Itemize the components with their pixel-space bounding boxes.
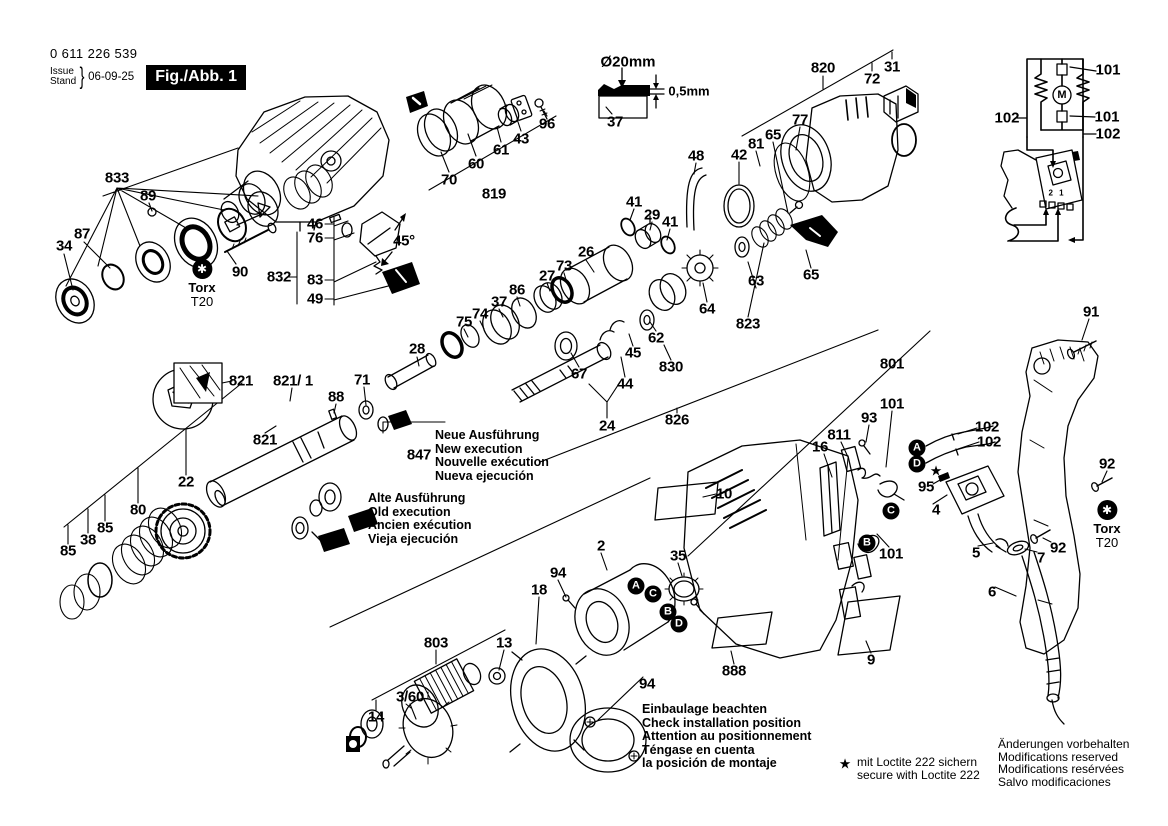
part-number-label: 88 [327, 388, 345, 406]
part-number-label: 71 [353, 371, 371, 389]
part-number-label: 6 [987, 583, 997, 601]
part-number-label: 14 [367, 708, 385, 726]
part-number-label: 94 [549, 564, 567, 582]
part-number-label: 847 [406, 446, 432, 464]
note-line: Nouvelle exécution [435, 455, 549, 469]
part-number-label: 44 [616, 375, 634, 393]
star-icon: ★ [929, 462, 943, 479]
part-number-label: 27 [538, 267, 556, 285]
note-line: Einbaulage beachten [642, 702, 768, 716]
part-number-label: 7 [1036, 549, 1046, 567]
note-line: Nueva ejecución [435, 468, 534, 483]
part-number-label: 22 [177, 473, 195, 491]
circuit-wire-label: 102 [1095, 125, 1121, 143]
circuit-wire-label: 101 [1094, 108, 1120, 126]
letter-callout: C [883, 503, 900, 520]
torx-size-label: T20 [1095, 535, 1119, 550]
part-number-label: 26 [577, 243, 595, 261]
part-number-label: 16 [811, 438, 829, 456]
part-number-label: 4 [931, 501, 941, 519]
note-old-execution [368, 492, 472, 546]
part-number-label: 73 [555, 257, 573, 275]
torx-screw-icon: ✱ [1097, 500, 1117, 520]
part-number-label: 93 [860, 409, 878, 427]
issue-stand-label: Issue Stand [50, 65, 77, 87]
figure-number-badge: Fig./Abb. 1 [146, 65, 246, 90]
torx-callout [188, 259, 215, 308]
part-number-label: 821/ 1 [273, 372, 313, 390]
part-number-label: 102 [976, 433, 1002, 451]
part-number-label: 41 [661, 213, 679, 231]
part-number-label: 86 [508, 281, 526, 299]
part-number-label: 85 [59, 542, 77, 560]
letter-callout: D [909, 456, 926, 473]
part-number-label: 80 [129, 501, 147, 519]
part-number-label: 31 [883, 58, 901, 76]
letter-callout: B [660, 604, 677, 621]
part-number-label: 38 [79, 531, 97, 549]
part-number-label: 90 [231, 263, 249, 281]
thickness-dimension-label: 0,5mm [668, 83, 710, 99]
torx-callout [1093, 500, 1120, 549]
part-number-label: 10 [715, 485, 733, 503]
part-number-label: 48 [687, 147, 705, 165]
part-number-label: 49 [306, 290, 324, 308]
part-number-label: 2 [596, 537, 606, 555]
part-number-label: 821 [228, 372, 254, 390]
note-line: Téngase en cuenta [642, 742, 755, 757]
letter-callout: D [671, 616, 688, 633]
note-line: secure with Loctite 222 [857, 767, 980, 782]
title-block [50, 46, 246, 91]
issue-date: 06-09-25 [88, 71, 135, 83]
part-number-label: 29 [643, 206, 661, 224]
part-number-label: 37 [490, 293, 508, 311]
document-number: 0 611 226 539 [50, 46, 138, 61]
letter-callout: A [628, 578, 645, 595]
note-line: Änderungen vorbehalten [998, 737, 1130, 751]
note-line: Salvo modificaciones [998, 774, 1111, 789]
part-number-label: 823 [735, 315, 761, 333]
part-number-label: 833 [104, 169, 130, 187]
note-line: Attention au positionnement [642, 729, 812, 743]
note-line: Ancien exécution [368, 518, 472, 532]
part-number-label: 819 [481, 185, 507, 203]
part-number-label: 91 [1082, 303, 1100, 321]
note-line: Modifications reserved [998, 749, 1119, 764]
torx-screw-icon: ✱ [192, 259, 212, 279]
part-number-label: 13 [495, 634, 513, 652]
letter-callout: B [859, 535, 876, 552]
part-number-label: 102 [974, 418, 1000, 436]
part-number-label: 3/60 [396, 688, 424, 706]
part-number-label: 803 [423, 634, 449, 652]
part-number-label: 92 [1098, 455, 1116, 473]
note-installation-position [642, 703, 811, 771]
note-line: Neue Ausführung [435, 428, 540, 442]
part-number-label: 74 [471, 305, 489, 323]
part-number-label: 70 [440, 171, 458, 189]
part-number-label: 41 [625, 193, 643, 211]
part-number-label: 65 [802, 266, 820, 284]
part-number-label: 832 [266, 268, 292, 286]
part-number-label: 46 [306, 215, 324, 233]
part-number-label: 61 [492, 141, 510, 159]
part-number-label: 83 [306, 271, 324, 289]
part-number-label: 62 [647, 329, 665, 347]
letter-callout: A [909, 440, 926, 457]
part-number-label: 801 [879, 355, 905, 373]
part-number-label: 826 [664, 411, 690, 429]
part-number-label: 45° [393, 232, 415, 250]
part-number-label: 63 [747, 272, 765, 290]
brace-glyph: } [79, 63, 85, 90]
part-number-label: 77 [791, 111, 809, 129]
part-number-label: 820 [810, 59, 836, 77]
part-number-label: 830 [658, 358, 684, 376]
part-number-label: 76 [306, 229, 324, 247]
torx-label: Torx [188, 280, 216, 295]
part-number-label: 5 [971, 544, 981, 562]
part-number-label: 35 [669, 547, 687, 565]
note-loctite [857, 756, 980, 781]
part-number-label: 72 [863, 70, 881, 88]
part-number-label: 96 [538, 115, 556, 133]
part-number-label: 821 [252, 431, 278, 449]
part-number-label: 28 [408, 340, 426, 358]
switch-terminal-label: 2 1 [1048, 188, 1066, 198]
part-number-label: 34 [55, 237, 73, 255]
motor-symbol-label: M [1057, 89, 1067, 101]
note-line: Alte Ausführung [368, 491, 466, 505]
letter-callout: C [645, 586, 662, 603]
part-number-label: 24 [598, 417, 616, 435]
part-number-label: 37 [606, 113, 624, 131]
torx-label: Torx [1093, 521, 1121, 536]
part-number-label: 18 [530, 581, 548, 599]
part-number-label: 94 [638, 675, 656, 693]
note-line: Vieja ejecución [368, 531, 459, 546]
note-line: Modifications resérvées [998, 762, 1125, 776]
note-line: la posición de montaje [642, 756, 777, 770]
part-number-label: 64 [698, 300, 716, 318]
part-number-label: 101 [879, 395, 905, 413]
part-number-label: 89 [139, 187, 157, 205]
part-number-label: 888 [721, 662, 747, 680]
note-line: New execution [435, 441, 523, 456]
note-new-execution [435, 429, 549, 483]
part-number-label: 95 [917, 478, 935, 496]
part-number-label: 85 [96, 519, 114, 537]
torx-size-label: T20 [190, 294, 214, 309]
part-number-label: 811 [827, 426, 851, 444]
part-number-label: 101 [878, 545, 904, 563]
diameter-dimension-label: Ø20mm [600, 53, 656, 71]
part-number-label: 42 [730, 146, 748, 164]
part-number-label: 9 [866, 651, 876, 669]
star-icon: ★ [838, 755, 852, 772]
part-number-label: 92 [1049, 539, 1067, 557]
part-number-label: 67 [570, 365, 588, 383]
part-number-label: 60 [467, 155, 485, 173]
part-number-label: 45 [624, 344, 642, 362]
circuit-wire-label: 101 [1095, 61, 1121, 79]
part-number-label: 65 [764, 126, 782, 144]
part-number-label: 87 [73, 225, 91, 243]
note-line: Check installation position [642, 715, 802, 730]
part-number-label: 81 [747, 135, 765, 153]
note-modifications-reserved [998, 738, 1129, 788]
circuit-wire-label: 102 [994, 109, 1020, 127]
part-number-label: 75 [455, 313, 473, 331]
note-line: mit Loctite 222 sichern [857, 755, 978, 769]
note-line: Old execution [368, 504, 451, 519]
part-number-label: 43 [512, 130, 530, 148]
